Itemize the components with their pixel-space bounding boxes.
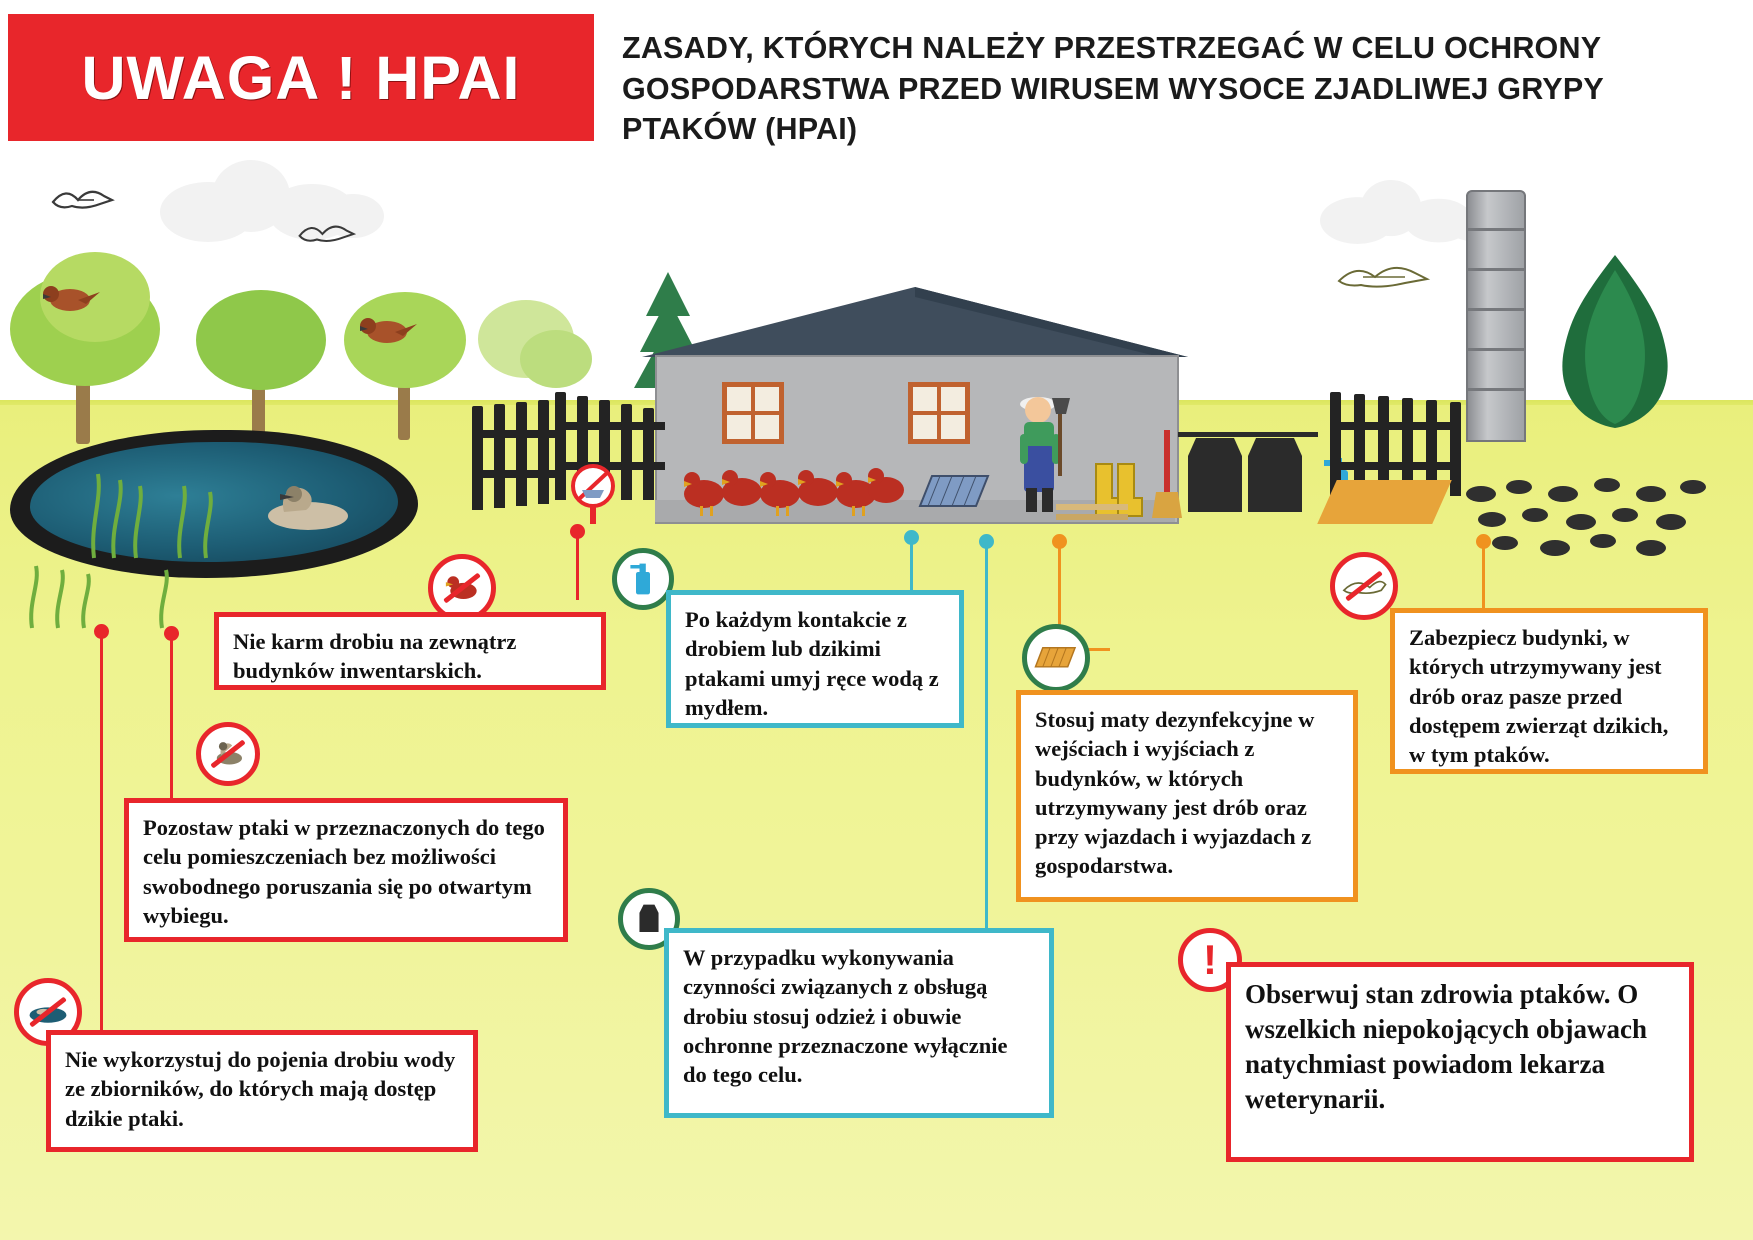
callout-text: Nie karm drobiu na zewnątrz budynków inwentarskich. [233, 629, 517, 684]
disinfection-mat-outdoor [1317, 480, 1452, 524]
callout-text: Stosuj maty dezynfekcyjne w wejściach i wyjściach z budynków, w których utrzymywany jest drób oraz przy wjazdach i wyjazdach z gospodarstwa. [1035, 707, 1315, 879]
conifer-tree-icon [1540, 250, 1690, 440]
barn-window [908, 382, 970, 444]
connector-line [985, 540, 988, 960]
callout-protective-clothing[interactable] [664, 928, 1054, 1118]
no-free-range-duck-icon [196, 722, 260, 786]
flying-bird-flock-icon [1335, 255, 1431, 295]
warning-banner [8, 14, 594, 141]
soap-bottle-icon [612, 548, 674, 610]
duck-icon [250, 478, 360, 534]
connector-line [100, 630, 103, 1030]
connector-dot [1476, 534, 1491, 549]
connector-line [1482, 540, 1485, 610]
callout-text: W przypadku wykonywania czynności związanych z obsługą drobiu stosuj odzież i obuwie ochronne przeznaczone wyłącznie do tego celu. [683, 945, 1008, 1087]
connector-dot [1052, 534, 1067, 549]
callout-text: Zabezpiecz budynki, w których utrzymywany jest drób oraz pasze przed dostępem zwierząt dzikich, w tym ptaków. [1409, 625, 1669, 767]
connector-dot [164, 626, 179, 641]
callout-keep-birds-indoors[interactable] [124, 798, 568, 942]
connector-dot [570, 524, 585, 539]
no-feeding-sign-icon [560, 460, 626, 526]
connector-line [576, 530, 579, 600]
connector-dot [904, 530, 919, 545]
disinfection-mat-icon [1022, 624, 1090, 692]
callout-secure-buildings[interactable] [1390, 608, 1708, 774]
page-title: ZASADY, KTÓRYCH NALEŻY PRZESTRZEGAĆ W CELU OCHRONY GOSPODARSTWA PRZED WIRUSEM WYSOCE ZJADLIWEJ GRYPY PTAKÓW (HPAI) [622, 31, 1604, 147]
connector-dot [979, 534, 994, 549]
barn-window [722, 382, 784, 444]
wild-bird-icon [355, 310, 419, 350]
reeds-icon [12, 540, 202, 630]
connector-dot [94, 624, 109, 639]
chicken-flock-icon [680, 460, 910, 522]
callout-text: Nie wykorzystuj do pojenia drobiu wody ze zbiorników, do których mają dostęp dzikie ptaki. [65, 1047, 456, 1131]
connector-line [170, 632, 173, 802]
callout-text: Obserwuj stan zdrowia ptaków. O wszelkich niepokojących objawach natychmiast powiadom lekarza weterynarii. [1245, 979, 1648, 1115]
flying-goose-icon [48, 180, 118, 220]
callout-no-surface-water[interactable] [46, 1030, 478, 1152]
callout-text: Po każdym kontakcie z drobiem lub dzikimi ptakami umyj ręce wodą z mydłem. [685, 607, 939, 720]
callout-no-outdoor-feeding[interactable] [214, 612, 606, 690]
feed-silo [1466, 190, 1526, 442]
disinfection-mat-icon [918, 470, 990, 514]
hanging-coveralls-icon [1178, 430, 1318, 522]
callout-observe-health[interactable] [1226, 962, 1694, 1162]
no-wild-bird-access-icon [1330, 552, 1398, 620]
wooden-pallet-icon [1056, 500, 1128, 522]
callout-text: Pozostaw ptaki w przeznaczonych do tego celu pomieszczeniach bez możliwości swobodnego poruszania się po otwartym wybiegu. [143, 815, 545, 928]
callout-disinfection-mats[interactable] [1016, 690, 1358, 902]
flying-goose-icon [295, 215, 359, 253]
exclamation-glyph: ! [1203, 936, 1217, 983]
barn-roof [640, 285, 1190, 359]
wild-bird-icon [38, 278, 102, 318]
callout-wash-hands[interactable] [666, 590, 964, 728]
warning-banner-label: UWAGA ! HPAI [81, 43, 521, 112]
